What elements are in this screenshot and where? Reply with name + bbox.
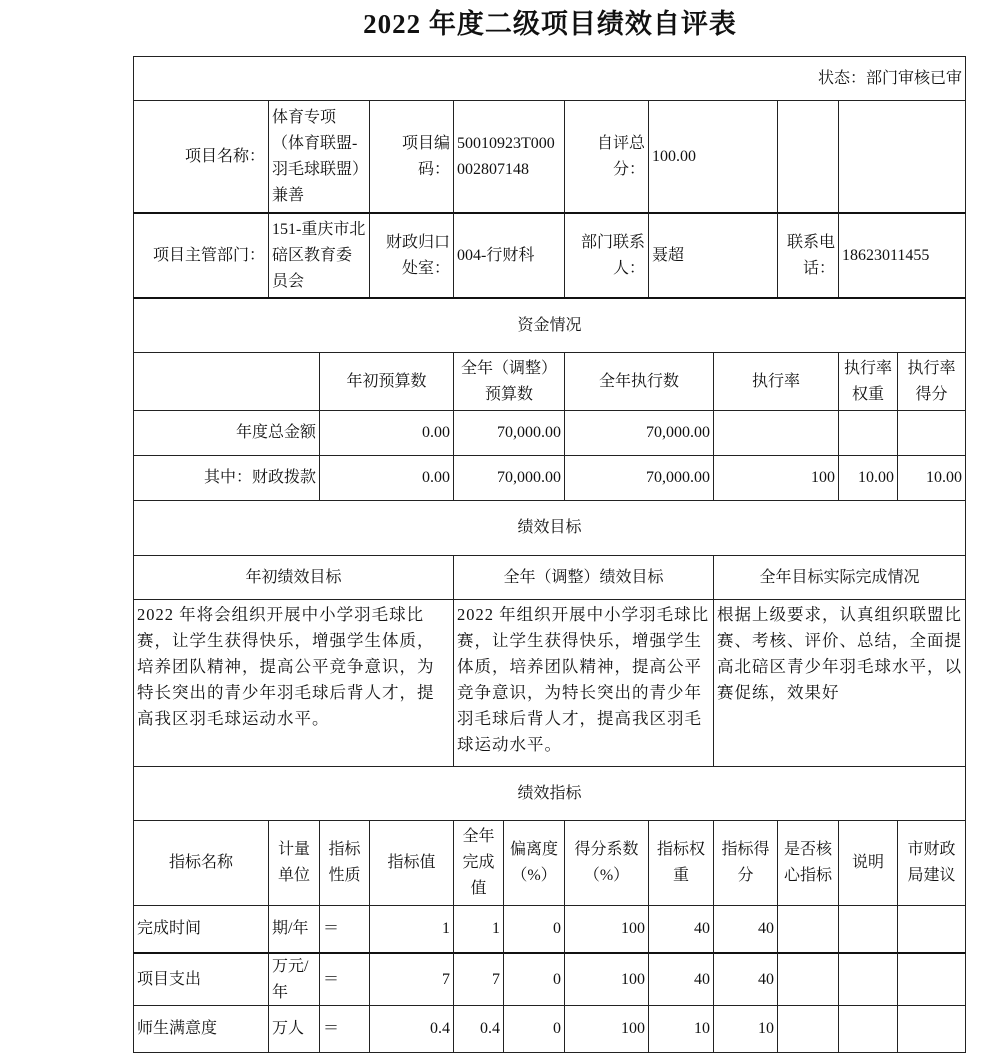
- funds-value: [713, 455, 839, 501]
- funds-value-text: 70,000.00: [646, 424, 710, 441]
- funds-value: [319, 410, 454, 456]
- funds-header-text: 全年（调整）预算数: [460, 359, 557, 403]
- indicator-value-text: 100: [621, 1020, 645, 1037]
- indicator-value: [713, 952, 778, 1006]
- indicator-name-text: 项目支出: [137, 970, 202, 988]
- indicator-value-text: 0: [553, 970, 561, 988]
- funds-row-label-text: 其中：财政拨款: [203, 469, 316, 486]
- indicator-value-text: 万人: [272, 1020, 305, 1037]
- goals-header: [453, 555, 714, 600]
- funds-value-text: 100: [811, 469, 835, 486]
- indicator-value-text: ＝: [323, 970, 340, 988]
- goals-header: [133, 555, 454, 600]
- dept-label-text: 项目主管部门：: [152, 246, 265, 264]
- indicator-header: [319, 820, 370, 906]
- indicator-value: [369, 1005, 454, 1053]
- funds-header: [453, 352, 565, 411]
- funds-value-text: 70,000.00: [646, 469, 710, 486]
- funds-header: [319, 352, 454, 411]
- indicator-value: [838, 1005, 898, 1053]
- score-value: [648, 100, 778, 213]
- funds-header-text: 全年执行数: [598, 372, 679, 390]
- indicator-header: [838, 820, 898, 906]
- indicator-value: [648, 905, 714, 953]
- indicator-value-text: ＝: [323, 1020, 340, 1037]
- indicator-value-text: 10: [694, 1020, 710, 1037]
- indicator-value-text: 40: [694, 920, 710, 937]
- name-label: [133, 100, 269, 213]
- indicator-value-text: 期/年: [272, 920, 309, 937]
- indicator-value-text: 7: [442, 970, 450, 988]
- indicator-value: [503, 1005, 565, 1053]
- indicator-name: [133, 905, 269, 953]
- indicator-header: [369, 820, 454, 906]
- indicator-value-text: 10: [758, 1020, 774, 1037]
- indicator-value: [897, 1005, 966, 1053]
- office-value-text: 004-行财科: [457, 246, 535, 264]
- funds-value: [838, 455, 898, 501]
- funds-header: [897, 352, 966, 411]
- contact-value-text: 聂超: [652, 246, 685, 264]
- funds-header-text: 执行率得分: [907, 359, 956, 403]
- indicator-header-text: 是否核心指标: [783, 841, 832, 884]
- code-label-text: 项目编码：: [401, 134, 450, 178]
- goals-section-title-text: 绩效目标: [517, 519, 582, 536]
- indicator-value: [319, 952, 370, 1006]
- indicator-value: [713, 905, 778, 953]
- indicator-value-text: 0.4: [480, 1020, 500, 1037]
- indicators-section-title-text: 绩效指标: [517, 784, 582, 802]
- indicator-header-text: 偏离度（%）: [509, 841, 558, 884]
- indicator-value-text: 1: [492, 920, 500, 937]
- indicator-value: [777, 952, 839, 1006]
- score-value-text: 100.00: [652, 147, 696, 165]
- indicator-value-text: 0: [553, 920, 561, 937]
- indicator-header: [268, 820, 320, 906]
- indicator-value: [564, 905, 649, 953]
- code-value-text: 50010923T000002807148: [457, 134, 555, 178]
- funds-header-text: 执行率: [751, 372, 800, 390]
- office-label-text: 财政归口处室：: [385, 233, 450, 277]
- funds-value: [319, 455, 454, 501]
- funds-value-text: 70,000.00: [497, 469, 561, 486]
- indicator-header-text: 指标权重: [656, 841, 705, 884]
- indicator-value: [777, 1005, 839, 1053]
- funds-value: [838, 410, 898, 456]
- indicator-value: [897, 905, 966, 953]
- indicator-value: [648, 1005, 714, 1053]
- funds-header: [713, 352, 839, 411]
- goals-section-title: [133, 500, 966, 556]
- contact-value: [648, 212, 778, 298]
- name-label-text: 项目名称：: [184, 147, 265, 165]
- code-label: [369, 100, 454, 213]
- indicator-header: [713, 820, 778, 906]
- indicator-value-text: ＝: [323, 920, 340, 937]
- funds-value-text: 0.00: [422, 424, 450, 441]
- office-value: [453, 212, 565, 298]
- funds-header: [838, 352, 898, 411]
- status-cell-text: 状态：部门审核已审: [817, 69, 962, 87]
- indicator-value-text: 7: [492, 970, 500, 988]
- indicator-header-text: 说明: [851, 854, 884, 871]
- indicator-header-text: 指标值: [387, 854, 436, 871]
- indicator-header: [133, 820, 269, 906]
- indicator-header-text: 指标名称: [168, 854, 233, 871]
- code-value: [453, 100, 565, 213]
- indicator-value: [777, 905, 839, 953]
- funds-value-text: 10.00: [926, 469, 962, 486]
- goal-text-text: 2022 年将会组织开展中小学羽毛球比赛，让学生获得快乐，增强学生体质，培养团队精神，提高公平竞争意识，为特长突出的青少年羽毛球后背人才，提高我区羽毛球运动水平。: [137, 605, 435, 728]
- indicator-value-text: 万元/年: [272, 957, 309, 1001]
- indicator-value: [713, 1005, 778, 1053]
- score-label-text: 自评总分：: [596, 134, 645, 178]
- indicator-name-text: 师生满意度: [137, 1020, 218, 1037]
- indicator-value: [268, 1005, 320, 1053]
- page-title: 2022 年度二级项目绩效自评表: [363, 9, 737, 39]
- empty-cell: [838, 100, 966, 213]
- phone-label: [777, 212, 839, 298]
- funds-value: [453, 410, 565, 456]
- indicator-name: [133, 952, 269, 1006]
- indicator-header-text: 指标性质: [328, 841, 361, 884]
- indicator-value: [369, 952, 454, 1006]
- indicator-header: [897, 820, 966, 906]
- indicator-value: [319, 1005, 370, 1053]
- indicator-value: [503, 952, 565, 1006]
- goals-header-text: 年初绩效目标: [245, 568, 342, 586]
- empty-cell: [777, 100, 839, 213]
- goals-header-text: 全年目标实际完成情况: [759, 568, 920, 586]
- funds-header-text: 执行率权重: [843, 359, 892, 403]
- funds-header-text: 年初预算数: [346, 372, 427, 390]
- indicator-value: [503, 905, 565, 953]
- dept-label: [133, 212, 269, 298]
- indicator-value-text: 40: [694, 970, 710, 988]
- funds-row-label: [133, 410, 320, 456]
- funds-section-title-text: 资金情况: [517, 316, 582, 334]
- indicator-value: [319, 905, 370, 953]
- funds-header: [564, 352, 714, 411]
- name-value-text: 体育专项（体育联盟-羽毛球联盟）兼善: [272, 108, 361, 204]
- indicator-header: [564, 820, 649, 906]
- indicator-value-text: 100: [621, 970, 645, 988]
- funds-value-text: 0.00: [422, 469, 450, 486]
- indicator-value-text: 0: [553, 1020, 561, 1037]
- funds-value: [713, 410, 839, 456]
- indicator-value-text: 0.4: [430, 1020, 450, 1037]
- contact-label: [564, 212, 649, 298]
- indicator-header: [777, 820, 839, 906]
- goals-header-text: 全年（调整）绩效目标: [503, 568, 664, 586]
- office-label: [369, 212, 454, 298]
- indicator-header: [503, 820, 565, 906]
- indicator-name-text: 完成时间: [137, 920, 202, 937]
- indicator-header-text: 市财政局建议: [907, 841, 956, 884]
- indicator-value-text: 40: [758, 920, 774, 937]
- indicator-header-text: 计量单位: [277, 841, 310, 884]
- indicator-value: [453, 952, 504, 1006]
- indicator-header: [453, 820, 504, 906]
- funds-value: [453, 455, 565, 501]
- contact-label-text: 部门联系人：: [580, 233, 645, 277]
- indicator-value: [453, 905, 504, 953]
- phone-value-text: 18623011455: [842, 246, 930, 264]
- indicator-value: [268, 905, 320, 953]
- indicator-value: [897, 952, 966, 1006]
- indicator-value-text: 1: [442, 920, 450, 937]
- indicator-header-text: 得分系数（%）: [574, 841, 639, 884]
- indicators-section-title: [133, 766, 966, 821]
- funds-value-text: 10.00: [858, 469, 894, 486]
- indicator-header-text: 指标得分: [721, 841, 770, 884]
- funds-row-label: [133, 455, 320, 501]
- indicator-value-text: 100: [621, 920, 645, 937]
- dept-value: [268, 212, 370, 298]
- name-value: [268, 100, 370, 213]
- phone-label-text: 联系电话：: [786, 233, 835, 277]
- indicator-value: [648, 952, 714, 1006]
- goal-text: [713, 599, 966, 767]
- goal-text: [453, 599, 714, 767]
- indicator-header: [648, 820, 714, 906]
- funds-section-title: [133, 297, 966, 353]
- goal-text: [133, 599, 454, 767]
- indicator-value: [564, 1005, 649, 1053]
- score-label: [564, 100, 649, 213]
- funds-value: [564, 410, 714, 456]
- phone-value: [838, 212, 966, 298]
- indicator-value: [838, 952, 898, 1006]
- indicator-name: [133, 1005, 269, 1053]
- indicator-header-text: 全年完成值: [462, 828, 495, 897]
- indicator-value: [369, 905, 454, 953]
- indicator-value: [268, 952, 320, 1006]
- indicator-value-text: 40: [758, 970, 774, 988]
- indicator-value: [453, 1005, 504, 1053]
- goal-text-text: 2022 年组织开展中小学羽毛球比赛，让学生获得快乐，增强学生体质，培养团队精神，提高公平竞争意识，为特长突出的青少年羽毛球后背人才，提高我区羽毛球运动水平。: [457, 605, 710, 754]
- funds-value: [897, 410, 966, 456]
- indicator-value: [564, 952, 649, 1006]
- funds-value-text: 70,000.00: [497, 424, 561, 441]
- empty-cell: [133, 352, 320, 411]
- goal-text-text: 根据上级要求，认真组织联盟比赛、考核、评价、总结，全面提高北碚区青少年羽毛球水平，以赛促练，效果好: [717, 605, 962, 702]
- funds-value: [897, 455, 966, 501]
- dept-value-text: 151-重庆市北碚区教育委员会: [272, 220, 366, 290]
- status-cell: [133, 56, 966, 101]
- goals-header: [713, 555, 966, 600]
- funds-row-label-text: 年度总金额: [235, 424, 316, 441]
- funds-value: [564, 455, 714, 501]
- indicator-value: [838, 905, 898, 953]
